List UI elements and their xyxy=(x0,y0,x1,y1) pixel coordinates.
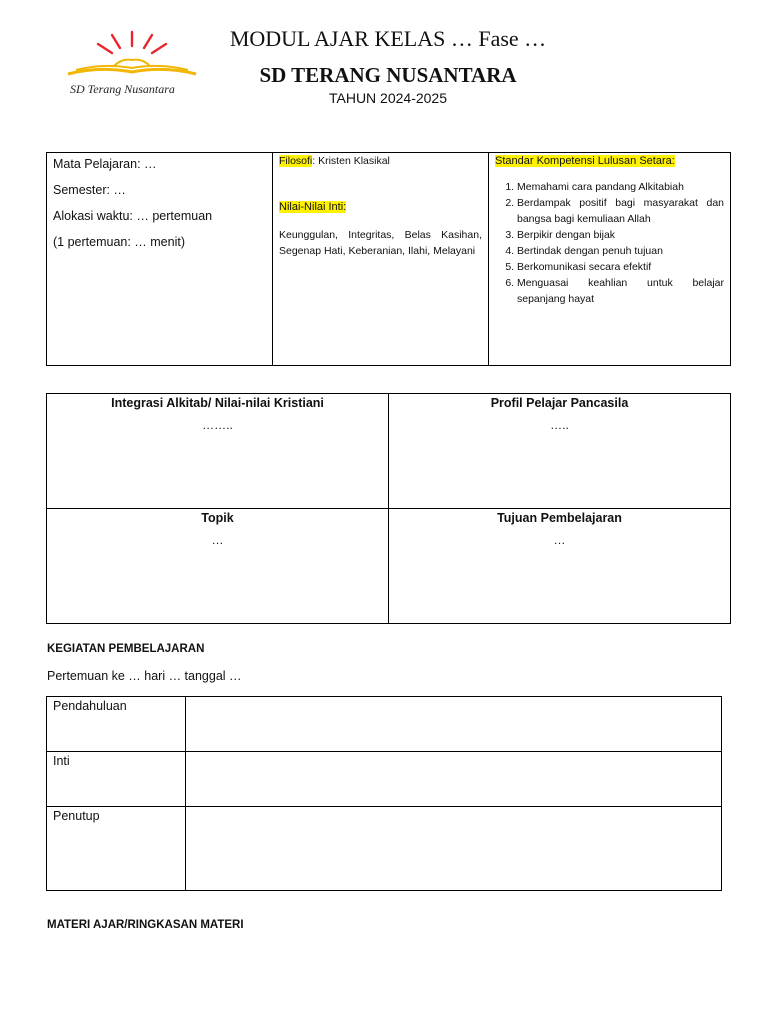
standard-item: 6. Menguasai keahlian untuk belajar sepanjang hayat xyxy=(517,275,724,307)
goal-value: … xyxy=(553,533,566,547)
school-name: SD TERANG NUSANTARA xyxy=(259,63,517,87)
activity-label: Inti xyxy=(47,752,186,807)
standard-item: 2. Berdampak positif bagi masyarakat dan bangsa bagi kemuliaan Allah xyxy=(517,195,724,227)
core-values-text: Keunggulan, Integritas, Belas Kasihan, Segenap Hati, Keberanian, Ilahi, Melayani xyxy=(279,229,482,257)
subject-cell xyxy=(47,153,273,366)
topic-value: … xyxy=(211,533,224,547)
topic-cell xyxy=(47,509,389,624)
activity-label: Pendahuluan xyxy=(47,697,186,752)
activity-content xyxy=(186,752,722,807)
semester-field: Semester: … xyxy=(53,183,126,197)
materials-heading: MATERI AJAR/RINGKASAN MATERI xyxy=(47,919,244,931)
goal-label: Tujuan Pembelajaran xyxy=(497,511,622,525)
module-grid-table xyxy=(46,393,731,624)
philosophy-value: : Kristen Klasikal xyxy=(312,155,390,167)
subject-field: Mata Pelajaran: … xyxy=(53,157,157,171)
activity-content xyxy=(186,697,722,752)
meeting-length-field: (1 pertemuan: … menit) xyxy=(53,235,185,249)
academic-year: TAHUN 2024-2025 xyxy=(328,90,448,106)
logo-text: SD Terang Nusantara xyxy=(70,82,175,96)
meeting-line: Pertemuan ke … hari … tanggal … xyxy=(47,669,242,683)
philosophy-cell xyxy=(273,153,489,366)
profile-label: Profil Pelajar Pancasila xyxy=(490,396,629,410)
profile-cell xyxy=(389,394,731,509)
standard-item: 3. Berpikir dengan bijak xyxy=(517,227,724,243)
standards-cell xyxy=(489,153,731,366)
goal-cell xyxy=(389,509,731,624)
topic-label: Topik xyxy=(201,511,234,525)
standard-item: 4. Bertindak dengan penuh tujuan xyxy=(517,243,724,259)
integration-label: Integrasi Alkitab/ Nilai-nilai Kristiani xyxy=(111,396,324,410)
integration-value: …….. xyxy=(202,418,233,432)
philosophy-label: Filosofi xyxy=(279,155,313,167)
profile-value: ….. xyxy=(550,418,569,432)
document-title: MODUL AJAR KELAS … Fase … xyxy=(229,26,547,51)
integration-cell xyxy=(47,394,389,509)
activity-content xyxy=(186,807,722,891)
standards-list xyxy=(495,179,724,307)
core-values-label: Nilai-Nilai Inti: xyxy=(279,201,347,213)
standard-item: 1. Memahami cara pandang Alkitabiah xyxy=(517,179,724,195)
time-allocation-field: Alokasi waktu: … pertemuan xyxy=(53,209,213,223)
activities-heading: KEGIATAN PEMBELAJARAN xyxy=(47,643,205,655)
info-table xyxy=(46,152,731,366)
activity-label: Penutup xyxy=(47,807,186,891)
standard-item: 5. Berkomunikasi secara efektif xyxy=(517,259,724,275)
standards-label: Standar Kompetensi Lulusan Setara: xyxy=(495,155,675,167)
activities-table xyxy=(46,696,722,891)
